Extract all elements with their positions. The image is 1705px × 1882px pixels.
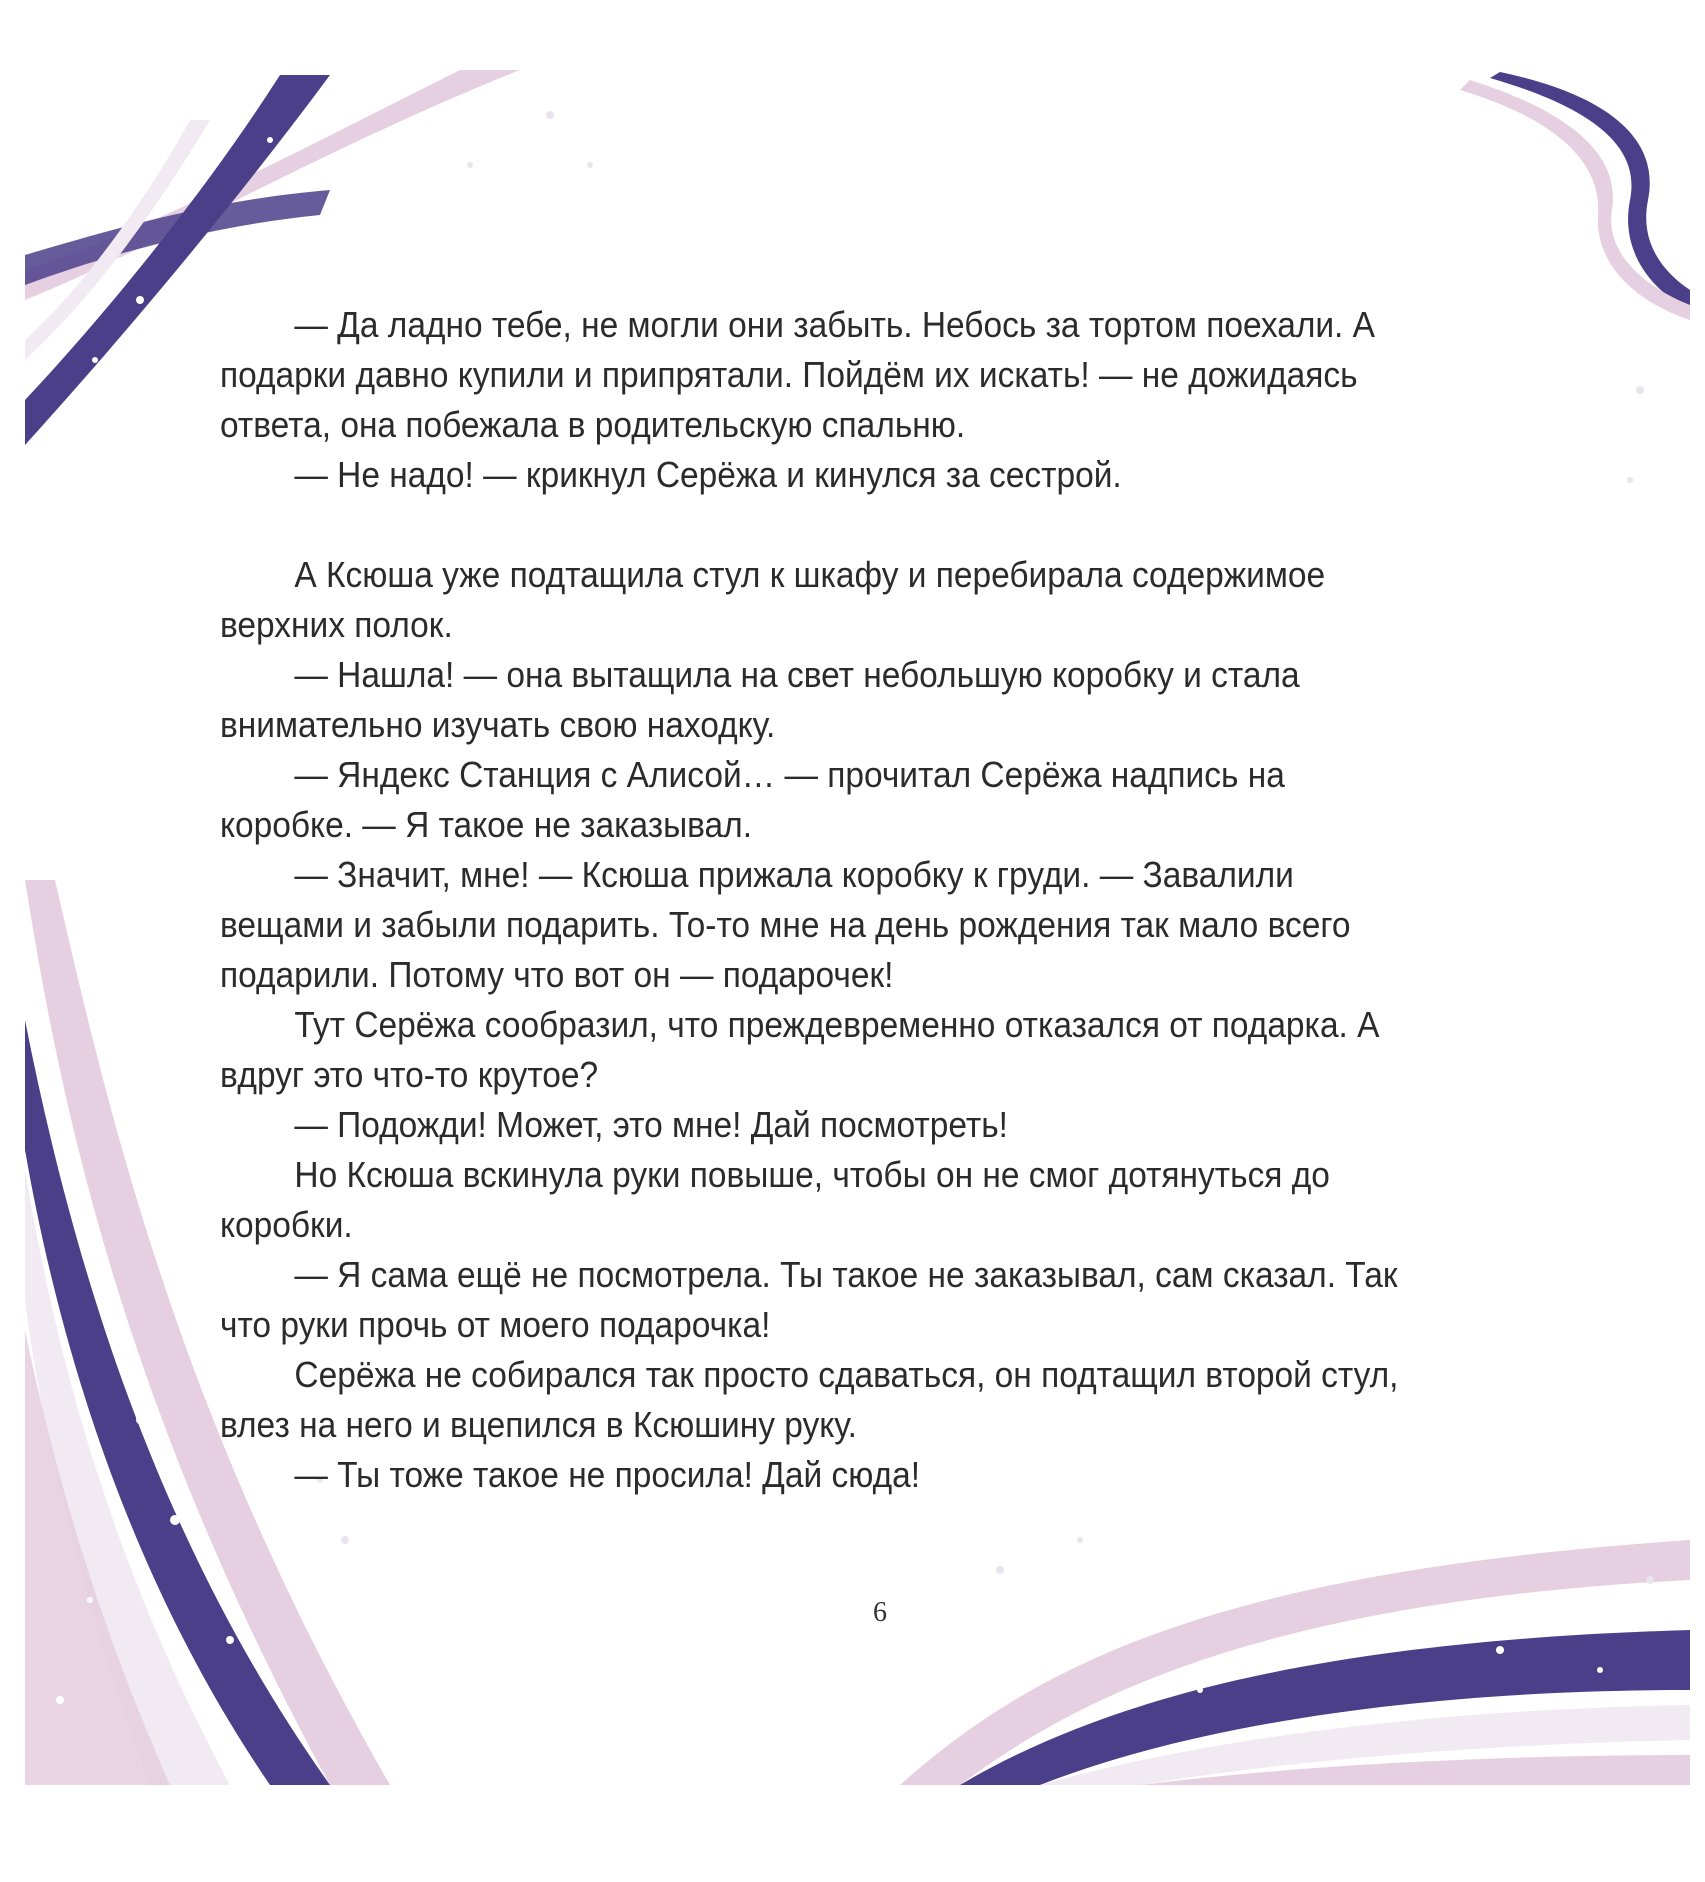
paragraph: — Яндекс Станция с Алисой… — прочитал Серёжа надпись на коробке. — Я такое не заказывал. bbox=[220, 754, 1285, 845]
paragraph: — Я сама ещё не посмотрела. Ты такое не заказывал, сам сказал. Так что руки прочь от моего подарочка! bbox=[220, 1254, 1398, 1345]
paragraph: — Ты тоже такое не просила! Дай сюда! bbox=[294, 1454, 921, 1495]
paragraph: — Нашла! — она вытащила на свет небольшую коробку и стала внимательно изучать свою находку. bbox=[220, 654, 1300, 745]
paragraph: — Не надо! — крикнул Серёжа и кинулся за сестрой. bbox=[294, 454, 1122, 495]
paragraph: Тут Серёжа сообразил, что преждевременно отказался от подарка. А вдруг это что-то крутое? bbox=[220, 1004, 1380, 1095]
top-right-ribbon bbox=[1460, 72, 1690, 483]
bottom-right-ribbon bbox=[900, 1537, 1690, 1785]
paragraph: Но Ксюша вскинула руки повыше, чтобы он не смог дотянуться до коробки. bbox=[220, 1154, 1330, 1245]
paragraph: Серёжа не собирался так просто сдаваться, он подтащил второй стул, влез на него и вцепился в Ксюшину руку. bbox=[220, 1354, 1399, 1445]
story-text bbox=[220, 300, 1420, 1500]
page-number: 6 bbox=[873, 1597, 887, 1628]
paragraph: — Да ладно тебе, не могли они забыть. Небось за тортом поехали. А подарки давно купили и припрятали. Пойдём их искать! — не дожидаясь ответа, она побежала в родительскую спальню. bbox=[220, 304, 1376, 445]
paragraph: — Подожди! Может, это мне! Дай посмотреть! bbox=[294, 1104, 1008, 1145]
paragraph: — Значит, мне! — Ксюша прижала коробку к груди. — Завалили вещами и забыли подарить. То-то мне на день рождения так мало всего подарили. Потому что вот он — подарочек! bbox=[220, 854, 1351, 995]
paragraph: А Ксюша уже подтащила стул к шкафу и перебирала содержимое верхних полок. bbox=[220, 554, 1326, 645]
